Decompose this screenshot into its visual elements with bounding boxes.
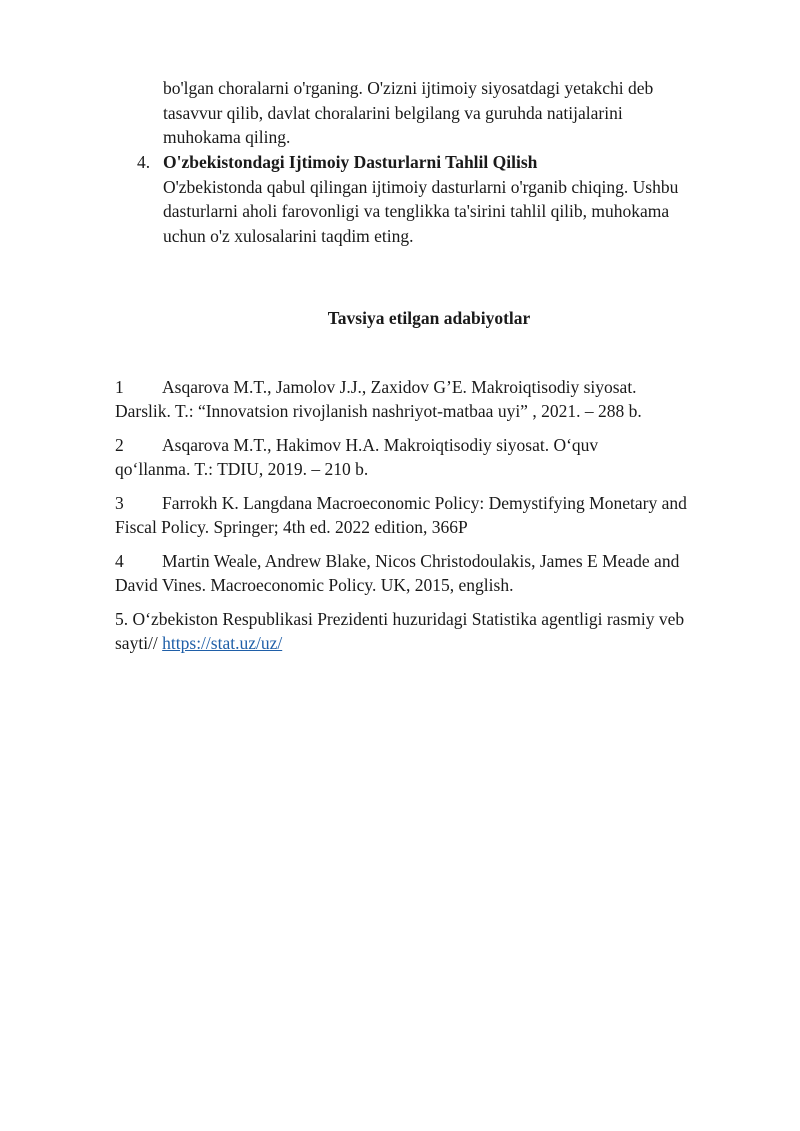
reference-text: Martin Weale, Andrew Blake, Nicos Christodoulakis, James E Meade and [162, 551, 680, 571]
reference-number: 1 [115, 377, 124, 397]
continuation-line: tasavvur qilib, davlat choralarini belgilang va guruhda natijalarini [163, 102, 623, 123]
reference-text: sayti// [115, 633, 163, 653]
task-line: O'zbekistonda qabul qilingan ijtimoiy dasturlarni o'rganib chiqing. Ushbu [163, 176, 679, 197]
task-line: dasturlarni aholi farovonligi va tenglikka ta'sirini tahlil qilib, muhokama [163, 201, 670, 221]
task-line: uchun o'z xulosalarini taqdim eting. [163, 225, 414, 246]
references-title: Tavsiya etilgan adabiyotlar [327, 308, 531, 328]
continuation-paragraph [163, 76, 753, 150]
reference-text: qo‘llanma. T.: TDIU, 2019. – 210 b. [115, 459, 369, 479]
task-heading: O'zbekistondagi Ijtimoiy Dasturlarni Tahlil Qilish [163, 152, 538, 172]
reference-item [115, 375, 730, 423]
reference-item [115, 433, 730, 481]
task-body [163, 150, 757, 248]
task-4-item [137, 150, 757, 248]
reference-text: Fiscal Policy. Springer; 4th ed. 2022 edition, 366P [115, 517, 468, 537]
reference-text: Asqarova M.T., Jamolov J.J., Zaxidov G’E. Makroiqtisodiy siyosat. [162, 377, 637, 397]
reference-number: 4 [115, 551, 124, 571]
continuation-line: bo'lgan choralarni o'rganing. O'zizni ijtimoiy siyosatdagi yetakchi deb [163, 78, 654, 98]
stat-uz-link[interactable]: https://stat.uz/uz/ [162, 633, 283, 653]
reference-text: 5. O‘zbekiston Respublikasi Prezidenti huzuridagi Statistika agentligi rasmiy veb [115, 609, 685, 629]
reference-item [115, 607, 730, 655]
reference-text: Farrokh K. Langdana Macroeconomic Policy: Demystifying Monetary and [162, 493, 687, 513]
reference-text: Asqarova M.T., Hakimov H.A. Makroiqtisodiy siyosat. O‘quv [162, 435, 599, 455]
continuation-line: muhokama qiling. [163, 127, 291, 147]
references-list [115, 375, 730, 665]
reference-item [115, 491, 730, 539]
reference-text: Darslik. T.: “Innovatsion rivojlanish nashriyot-matbaa uyi” , 2021. – 288 b. [115, 401, 642, 421]
reference-item [115, 549, 730, 597]
task-number: 4. [137, 152, 151, 172]
reference-number: 2 [115, 435, 124, 455]
reference-number: 3 [115, 493, 124, 513]
reference-text: David Vines. Macroeconomic Policy. UK, 2015, english. [115, 575, 514, 595]
